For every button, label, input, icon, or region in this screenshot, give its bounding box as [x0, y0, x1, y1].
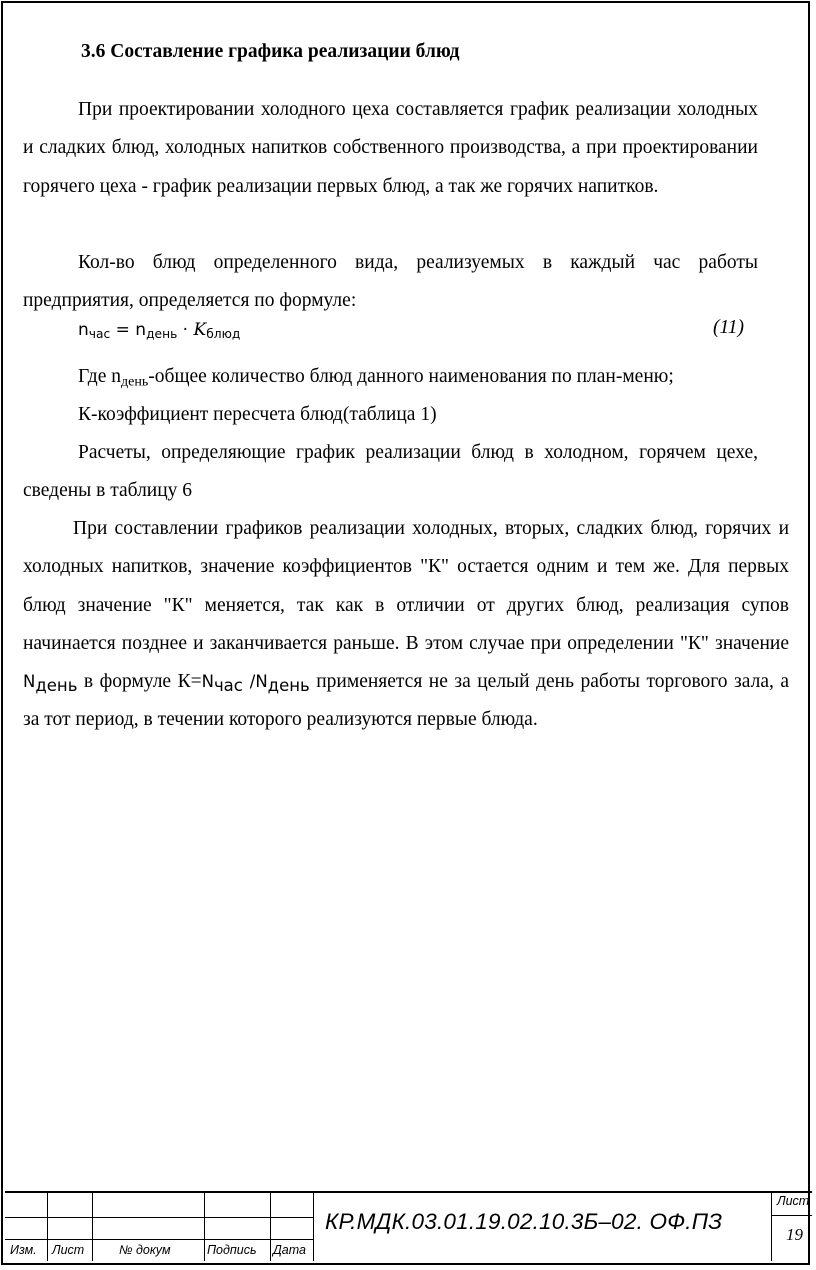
paragraph-formula-intro: Кол-во блюд определенного вида, реализуемых в каждый час работы предприятия, определяется по формуле: — [23, 252, 758, 312]
sheet-label: Лист — [777, 1194, 810, 1208]
title-block — [5, 1191, 812, 1261]
sheet-cell-divider — [771, 1215, 812, 1216]
section-heading: 3.6 Составление графика реализации блюд — [81, 41, 460, 62]
stamp-col-date: Дата — [273, 1243, 306, 1257]
stamp-col-divider — [92, 1193, 93, 1261]
paragraph-calculations: Расчеты, определяющие график реализации блюд в холодном, горячем цехе, сведены в таблицу 6 — [23, 442, 758, 502]
stamp-col-divider — [204, 1193, 205, 1261]
stamp-col-divider — [771, 1193, 772, 1261]
stamp-col-sign: Подпись — [207, 1243, 257, 1257]
stamp-col-izm: Изм. — [10, 1243, 37, 1257]
paragraph-intro: При проектировании холодного цеха составляется график реализации холодных и сладких блюд, холодных напитков собственного производства, а при проектировании горячего цеха - график реализации первых блюд, а так же горячих напитков. — [23, 99, 758, 197]
stamp-col-divider — [313, 1193, 314, 1261]
stamp-row-divider — [5, 1217, 313, 1218]
formula-number: (11) — [713, 317, 745, 338]
stamp-col-divider — [270, 1193, 271, 1261]
where-definition: Где $n_{день}$-общее количество блюд данного наименования по план-меню; — [78, 366, 674, 390]
document-code: КР.МДК.03.01.19.02.10.3Б–02. ОФ.ПЗ — [325, 1209, 723, 1234]
stamp-col-doc: № докум — [119, 1243, 171, 1257]
paragraph-coefficients: При составлении графиков реализации холодных, вторых, сладких блюд, горячих и холодных напитков, значение коэффициентов "К" остается одним и тем же. Для первых блюд значение "К" меняется, так как в отличии от других блюд, реализация супов начинается позднее и заканчивается раньше. В этом случае при определении "К" значение $N_{день}$ в формуле $К=N_{час}$ $/N_{день}$ применяется не за целый день работы торгового зала, а за тот период, в течении которого реализуются первые блюда. — [23, 518, 789, 731]
document-sheet — [1, 1, 810, 1265]
formula: $n_{час} = n_{день} \cdot K_{блюд}$ — [78, 320, 241, 342]
stamp-row-divider — [5, 1239, 313, 1240]
k-definition: К-коэффициент пересчета блюд(таблица 1) — [78, 404, 437, 425]
stamp-col-divider — [47, 1193, 48, 1261]
sheet-number: 19 — [786, 1225, 803, 1244]
stamp-col-list: Лист — [52, 1243, 85, 1257]
